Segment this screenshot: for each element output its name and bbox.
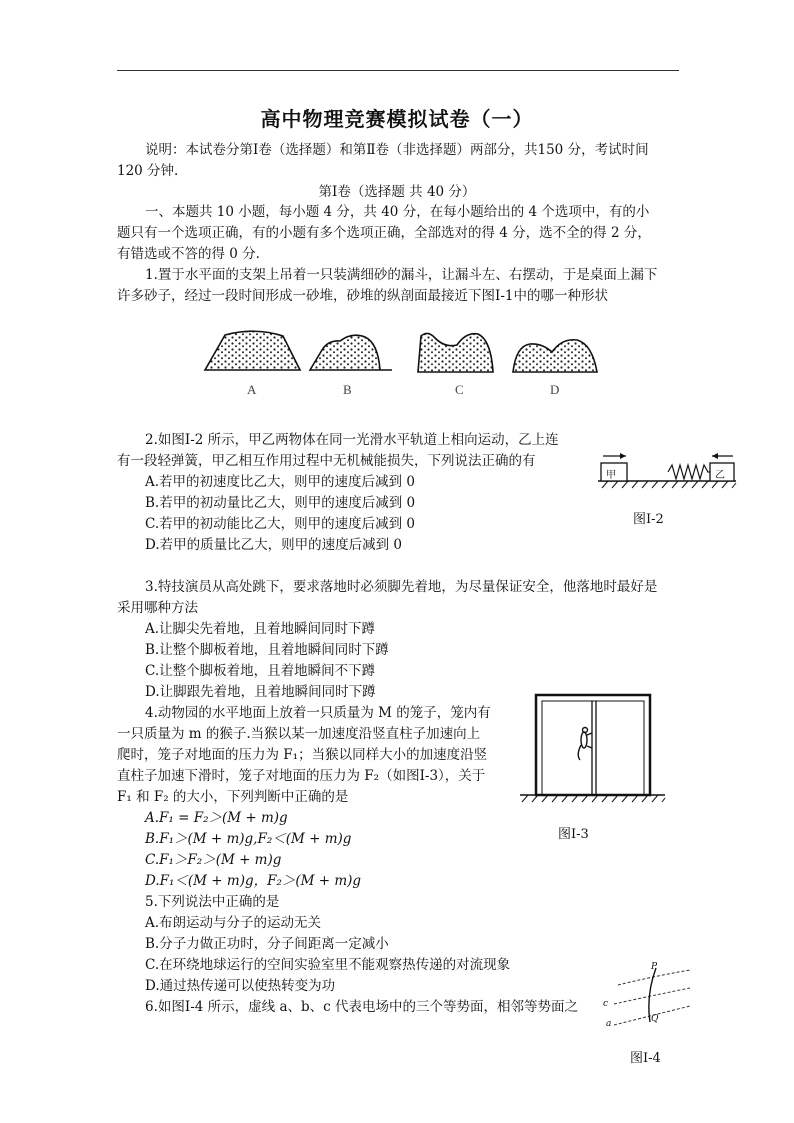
q3-stem-1: 3.特技演员从高处跳下，要求落地时必须脚先着地，为尽量保证安全，他落地时最好是	[145, 579, 658, 595]
q3-option-d: D.让脚跟先着地，且着地瞬间同时下蹲	[145, 684, 376, 700]
q5-option-d: D.通过热传递可以使热转变为功	[145, 978, 336, 994]
intro-line-2: 120 分钟.	[117, 163, 179, 179]
q2-stem-1: 2.如图Ⅰ-2 所示，甲乙两物体在同一光滑水平轨道上相向运动，乙上连	[145, 432, 559, 448]
q1-label-d: D	[550, 382, 560, 397]
q2-figure-caption: 图Ⅰ-2	[633, 512, 664, 527]
q6-label-q: Q	[651, 1014, 659, 1024]
q3-option-a: A.让脚尖先着地，且着地瞬间同时下蹲	[145, 621, 376, 637]
q2-stem-2: 有一段轻弹簧，甲乙相互作用过程中无机械能损失，下列说法正确的有	[117, 453, 536, 469]
intro-line-1: 说明：本试卷分第Ⅰ卷（选择题）和第Ⅱ卷（非选择题）两部分，共150 分，考试时间	[145, 142, 649, 158]
q2-option-a: A.若甲的初速度比乙大，则甲的速度后减到 0	[145, 474, 415, 490]
q5-option-b: B.分子力做正功时，分子间距离一定减小	[145, 936, 389, 952]
q4-option-c: C.F₁＞F₂＞(M + m)g	[145, 852, 282, 868]
q4-stem-4: 直柱子加速下滑时，笼子对地面的压力为 F₂（如图Ⅰ-3），关于	[117, 768, 486, 784]
q5-option-a: A.布朗运动与分子的运动无关	[145, 915, 322, 931]
q3-option-b: B.让整个脚板着地，且着地瞬间同时下蹲	[145, 642, 389, 658]
q4-stem-1: 4.动物园的水平地面上放着一只质量为 M 的笼子，笼内有	[145, 705, 491, 721]
q4-stem-3: 爬时，笼子对地面的压力为 F₁；当猴以同样大小的加速度沿竖	[117, 747, 488, 763]
instructions-line-3: 有错选或不答的得 0 分.	[117, 246, 260, 262]
q1-label-c: C	[455, 382, 464, 397]
q1-label-a: A	[247, 382, 257, 397]
section-heading: 第Ⅰ卷（选择题 共 40 分）	[318, 184, 476, 200]
q3-option-c: C.让整个脚板着地，且着地瞬间不下蹲	[145, 663, 376, 679]
q6-figure-caption: 图Ⅰ-4	[630, 1051, 661, 1066]
q6-label-p: P	[651, 962, 658, 972]
q4-option-d: D.F₁＜(M + m)g，F₂＞(M + m)g	[145, 873, 362, 889]
q4-option-b: B.F₁＞(M + m)g,F₂＜(M + m)g	[145, 831, 352, 847]
q4-stem-5: F₁ 和 F₂ 的大小，下列判断中正确的是	[117, 789, 349, 805]
q1-stem-1: 1.置于水平面的支架上吊着一只装满细砂的漏斗，让漏斗左、右摆动，于是桌面上漏下	[145, 267, 658, 283]
q1-stem-2: 许多砂子，经过一段时间形成一砂堆，砂堆的纵剖面最接近下图Ⅰ-1中的哪一种形状	[117, 288, 608, 304]
q2-option-b: B.若甲的初动量比乙大，则甲的速度后减到 0	[145, 495, 416, 511]
q6-label-a: a	[606, 1019, 612, 1029]
instructions-line-2: 题只有一个选项正确，有的小题有多个选项正确，全部选对的得 4 分，选不全的得 2 分，	[117, 225, 651, 241]
q6-label-c: c	[603, 999, 609, 1009]
page-title: 高中物理竞赛模拟试卷（一）	[260, 107, 534, 131]
q4-stem-2: 一只质量为 m 的猴子.当猴以某一加速度沿竖直柱子加速向上	[117, 726, 481, 742]
instructions-line-1: 一、本题共 10 小题，每小题 4 分，共 40 分，在每小题给出的 4 个选项中，有的小	[145, 204, 650, 220]
q5-stem: 5.下列说法中正确的是	[145, 894, 280, 910]
q4-figure-caption: 图Ⅰ-3	[558, 827, 589, 842]
q1-label-b: B	[343, 382, 352, 397]
q2-option-d: D.若甲的质量比乙大，则甲的速度后减到 0	[145, 537, 403, 553]
q5-option-c: C.在环绕地球运行的空间实验室里不能观察热传递的对流现象	[145, 957, 511, 973]
q2-label-yi: 乙	[715, 470, 725, 481]
q2-label-jia: 甲	[606, 470, 616, 481]
q3-stem-2: 采用哪种方法	[117, 600, 198, 616]
q2-option-c: C.若甲的初动能比乙大，则甲的速度后减到 0	[145, 516, 416, 532]
q6-stem: 6.如图Ⅰ-4 所示，虚线 a、b、c 代表电场中的三个等势面，相邻等势面之	[145, 999, 578, 1015]
q4-option-a: A.F₁ = F₂＞(M + m)g	[145, 810, 288, 826]
